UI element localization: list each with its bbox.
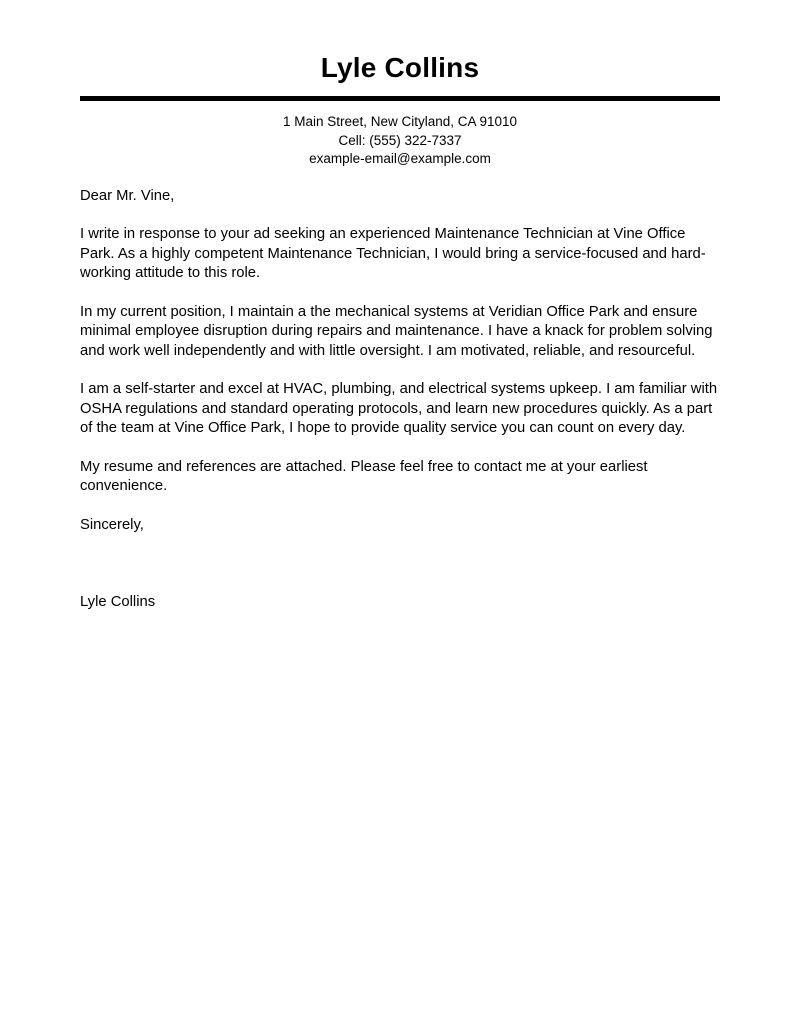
letter-header — [80, 52, 720, 169]
contact-address: 1 Main Street, New Cityland, CA 91010 — [282, 114, 518, 129]
paragraph-4: My resume and references are attached. Please feel free to contact me at your earliest convenience. — [80, 458, 648, 494]
paragraph-1: I write in response to your ad seeking an experienced Maintenance Technician at Vine Office Park. As a highly competent Maintenance Technician, I would bring a service-focused and hard-working attitude to this role. — [80, 226, 706, 281]
contact-email: example-email@example.com — [309, 151, 491, 166]
paragraph-2: In my current position, I maintain a the mechanical systems at Veridian Office Park and ensure minimal employee disruption during repairs and maintenance. I have a knack for problem solving and work well independently and with little oversight. I am motivated, reliable, and resourceful. — [80, 303, 713, 359]
signature: Lyle Collins — [80, 594, 156, 610]
letter-body — [80, 187, 720, 613]
header-divider — [80, 96, 720, 101]
contact-block — [80, 113, 720, 169]
salutation: Dear Mr. Vine, — [80, 187, 175, 204]
contact-phone: Cell: (555) 322-7337 — [338, 132, 462, 148]
paragraph-3: I am a self-starter and excel at HVAC, plumbing, and electrical systems upkeep. I am familiar with OSHA regulations and standard operating protocols, and learn new procedures quickly. As a part of the team at Vine Office Park, I hope to provide quality service you can count on every day. — [80, 381, 718, 436]
closing: Sincerely, — [80, 516, 144, 533]
page-title: Lyle Collins — [320, 52, 480, 83]
